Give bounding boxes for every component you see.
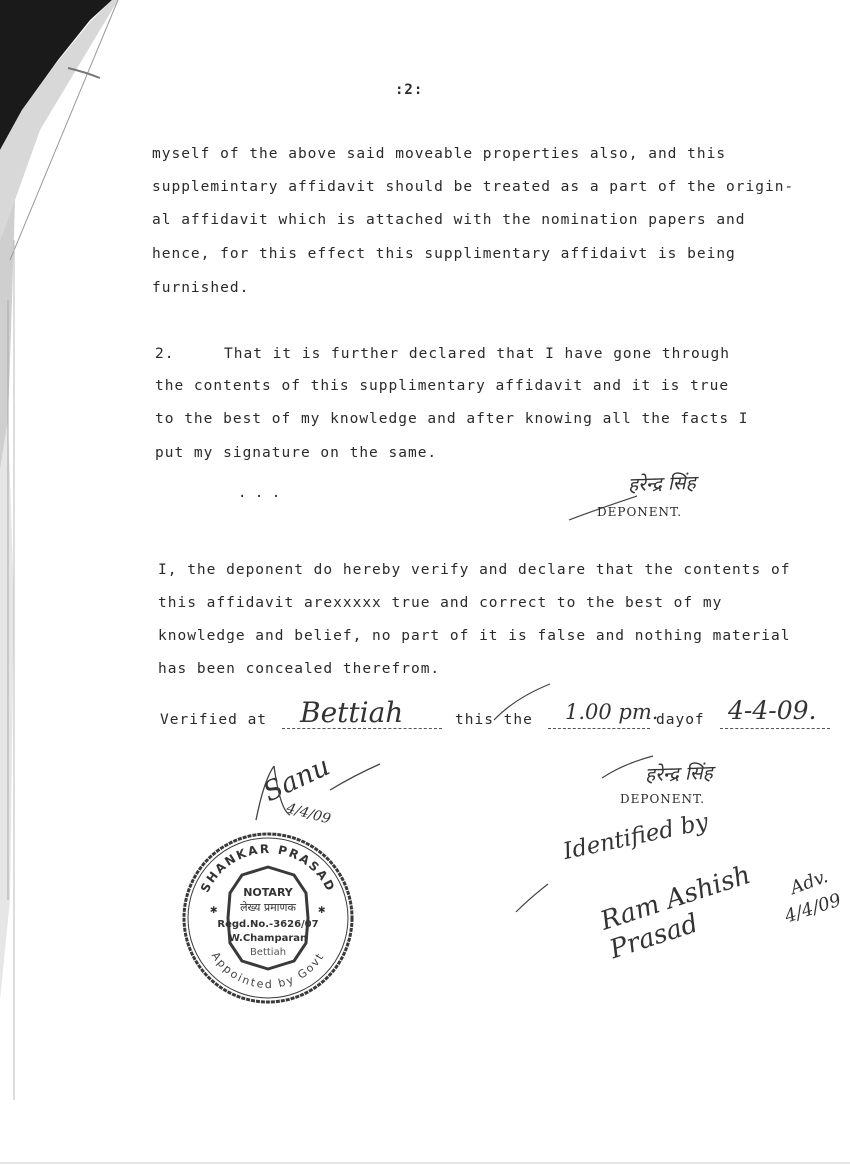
verified-prefix: Verified at <box>160 712 268 728</box>
identified-line: Identified by <box>560 808 711 866</box>
paragraph2-line: the contents of this supplimentary affidavit and it is true <box>155 378 730 394</box>
date-fill-line <box>720 728 830 729</box>
verified-date: 4-4-09. <box>728 696 817 725</box>
notary-signature: Sanu <box>258 750 335 809</box>
deponent-signature-1: हरेन्द्र सिंह <box>627 471 697 497</box>
notary-signature-stroke <box>250 760 385 830</box>
identified-name: Ram Ashish Prasad <box>596 859 755 966</box>
verification-line: knowledge and belief, no part of it is false and nothing material <box>158 628 791 644</box>
paragraph2-line: put my signature on the same. <box>155 445 438 461</box>
paragraph1-line: supplemintary affidavit should be treated as a part of the origin- <box>152 179 795 195</box>
deponent-signature-2: हरेन्द्र सिंह <box>644 761 714 787</box>
dots: . . . <box>238 485 281 501</box>
identified-adv: Adv. <box>787 866 831 899</box>
paragraph1-line: myself of the above said moveable properties also, and this <box>152 146 727 162</box>
seal-star-left: ✱ <box>210 902 218 916</box>
seal-regd: Regd.No.-3626/07 <box>217 919 319 930</box>
signature-stroke <box>598 752 658 782</box>
deponent-label-2: DEPONENT. <box>620 792 706 806</box>
seal-hindi: लेख्य प्रमाणक <box>240 901 296 914</box>
paragraph1-line: al affidavit which is attached with the nomination papers and <box>152 212 746 228</box>
notary-seal <box>178 823 358 1008</box>
paragraph1-line: furnished. <box>152 280 250 296</box>
time-fill-line <box>548 728 650 729</box>
verification-line: I, the deponent do hereby verify and declare that the contents of <box>158 562 791 578</box>
advocate-stroke <box>512 880 552 915</box>
verification-stroke <box>490 680 560 725</box>
paragraph2-number: 2. <box>155 346 175 362</box>
deponent-label-1: DEPONENT. <box>597 505 683 519</box>
seal-title: NOTARY <box>243 886 293 899</box>
this-the-label: this the <box>455 712 533 728</box>
paragraph1-line: hence, for this effect this supplimentary affidaivt is being <box>152 246 736 262</box>
dayof-label: dayof <box>656 712 705 728</box>
page-number: :2: <box>395 82 424 98</box>
paragraph2-line: That it is further declared that I have gone through <box>224 346 730 362</box>
seal-arc-top: SHANKAR PRASAD <box>197 841 339 895</box>
verification-line: has been concealed therefrom. <box>158 661 441 677</box>
verified-place: Bettiah <box>300 696 404 729</box>
paragraph2-line: to the best of my knowledge and after knowing all the facts I <box>155 411 749 427</box>
verified-time: 1.00 pm. <box>565 700 659 724</box>
seal-arc-bottom: Appointed by Govt <box>208 949 328 992</box>
seal-star-right: ✱ <box>318 902 326 916</box>
seal-district: W.Champaran <box>228 933 308 944</box>
verification-line: this affidavit arexxxxx true and correct to the best of my <box>158 595 723 611</box>
seal-town: Bettiah <box>249 947 287 958</box>
notary-date: 4/4/09 <box>284 800 333 828</box>
identified-date: 4/4/09 <box>782 889 844 928</box>
